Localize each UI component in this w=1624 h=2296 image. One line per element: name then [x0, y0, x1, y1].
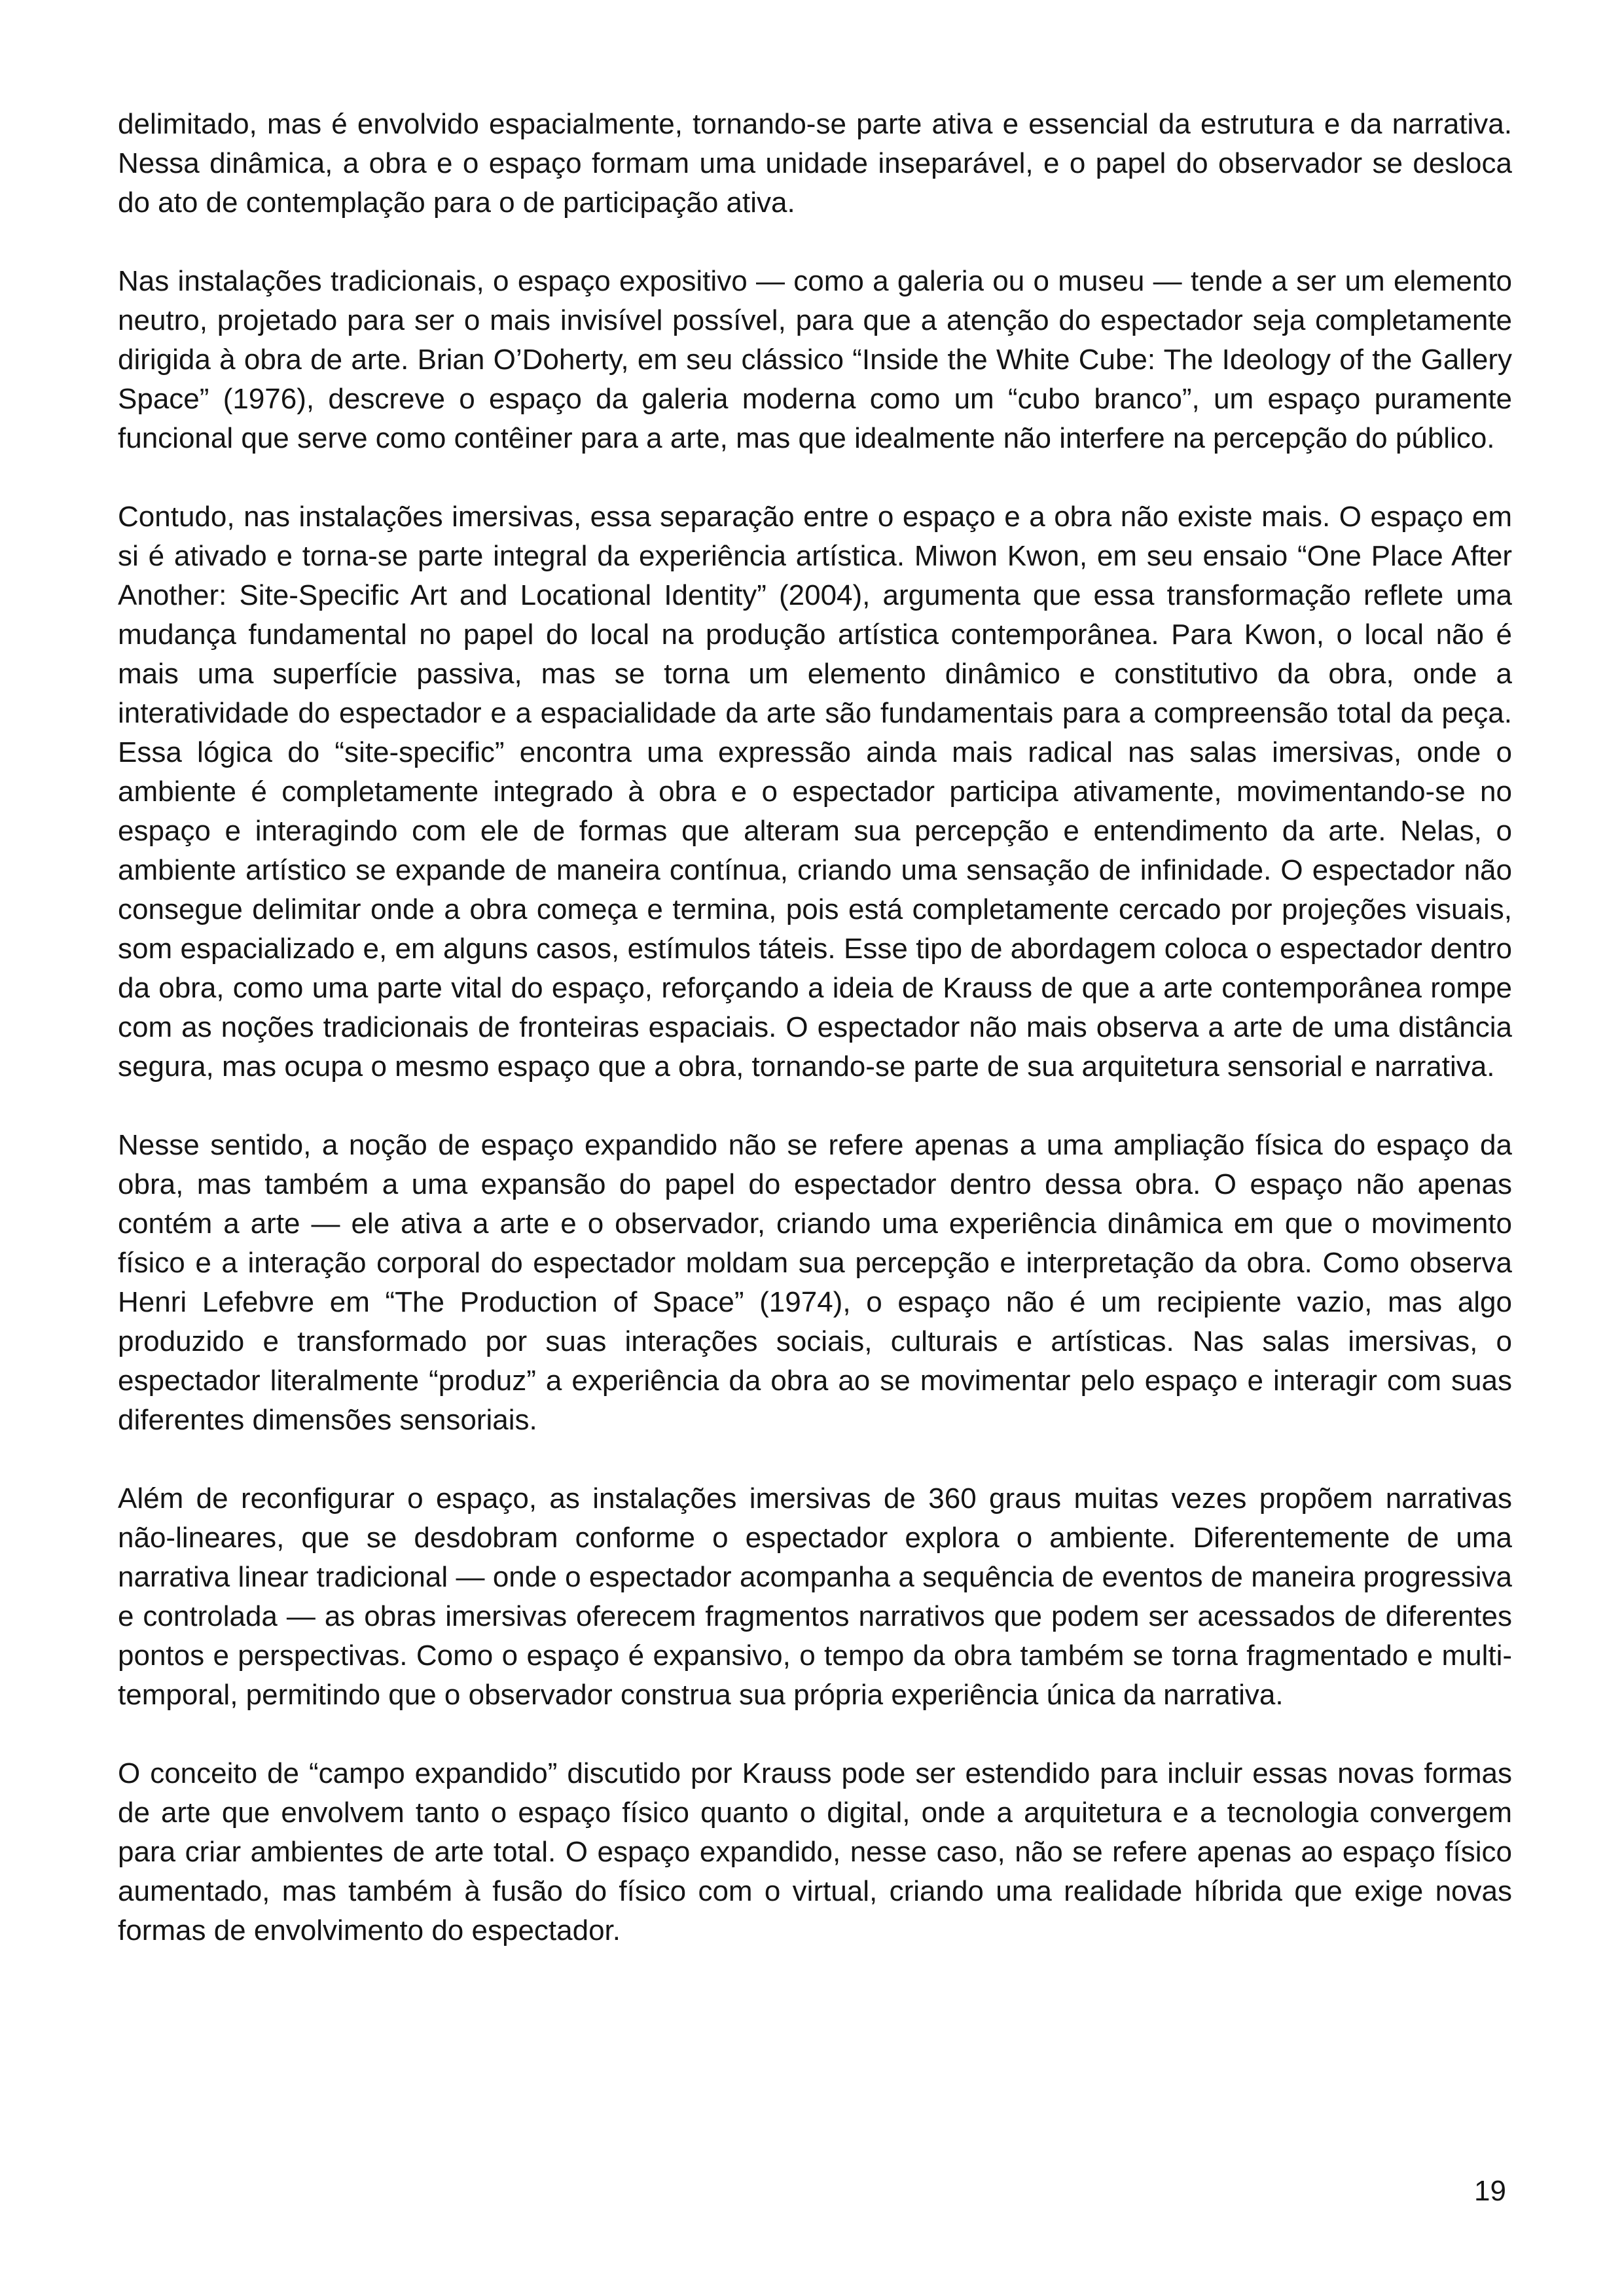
- paragraph: Contudo, nas instalações imersivas, essa separação entre o espaço e a obra não existe mais. O espaço em si é ativado e torna-se parte integral da experiência artística. Miwon Kwon, em seu ensaio “One Place After Another: Site-Specific Art and Locational Identity” (2004), argumenta que essa transformação reflete uma mudança fundamental no papel do local na produção artística contemporânea. Para Kwon, o local não é mais uma superfície passiva, mas se torna um elemento dinâmico e constitutivo da obra, onde a interatividade do espectador e a espacialidade da arte são fundamentais para a compreensão total da peça. Essa lógica do “site-specific” encontra uma expressão ainda mais radical nas salas imersivas, onde o ambiente é completamente integrado à obra e o espectador participa ativamente, movimentando-se no espaço e interagindo com ele de formas que alteram sua percepção e entendimento da arte. Nelas, o ambiente artístico se expande de maneira contínua, criando uma sensação de infinidade. O espectador não consegue delimitar onde a obra começa e termina, pois está completamente cercado por projeções visuais, som espacializado e, em alguns casos, estímulos táteis. Esse tipo de abordagem coloca o espectador dentro da obra, como uma parte vital do espaço, reforçando a ideia de Krauss de que a arte contemporânea rompe com as noções tradicionais de fronteiras espaciais. O espectador não mais observa a arte de uma distância segura, mas ocupa o mesmo espaço que a obra, tornando-se parte de sua arquitetura sensorial e narrativa.: [118, 501, 1512, 1083]
- paragraph: O conceito de “campo expandido” discutido por Krauss pode ser estendido para incluir essas novas formas de arte que envolvem tanto o espaço físico quanto o digital, onde a arquitetura e a tecnologia convergem para criar ambientes de arte total. O espaço expandido, nesse caso, não se refere apenas ao espaço físico aumentado, mas também à fusão do físico com o virtual, criando uma realidade híbrida que exige novas formas de envolvimento do espectador.: [118, 1757, 1512, 1946]
- paragraph: Nas instalações tradicionais, o espaço expositivo — como a galeria ou o museu — tende a ser um elemento neutro, projetado para ser o mais invisível possível, para que a atenção do espectador seja completamente dirigida à obra de arte. Brian O’Doherty, em seu clássico “Inside the White Cube: The Ideology of the Gallery Space” (1976), descreve o espaço da galeria moderna como um “cubo branco”, um espaço puramente funcional que serve como contêiner para a arte, mas que idealmente não interfere na percepção do público.: [118, 265, 1512, 454]
- body-text: [118, 105, 1512, 1990]
- paragraph: delimitado, mas é envolvido espacialmente, tornando-se parte ativa e essencial da estrutura e da narrativa. Nessa dinâmica, a obra e o espaço formam uma unidade inseparável, e o papel do observador se desloca do ato de contemplação para o de participação ativa.: [118, 108, 1512, 219]
- paragraph: Além de reconfigurar o espaço, as instalações imersivas de 360 graus muitas vezes propõem narrativas não-lineares, que se desdobram conforme o espectador explora o ambiente. Diferentemente de uma narrativa linear tradicional — onde o espectador acompanha a sequência de eventos de maneira progressiva e controlada — as obras imersivas oferecem fragmentos narrativos que podem ser acessados de diferentes pontos e perspectivas. Como o espaço é expansivo, o tempo da obra também se torna fragmentado e multi-temporal, permitindo que o observador construa sua própria experiência única da narrativa.: [118, 1482, 1512, 1711]
- page-number: 19: [1474, 2175, 1506, 2207]
- paragraph: Nesse sentido, a noção de espaço expandido não se refere apenas a uma ampliação física do espaço da obra, mas também a uma expansão do papel do espectador dentro dessa obra. O espaço não apenas contém a arte — ele ativa a arte e o observador, criando uma experiência dinâmica em que o movimento físico e a interação corporal do espectador moldam sua percepção e interpretação da obra. Como observa Henri Lefebvre em “The Production of Space” (1974), o espaço não é um recipiente vazio, mas algo produzido e transformado por suas interações sociais, culturais e artísticas. Nas salas imersivas, o espectador literalmente “produz” a experiência da obra ao se movimentar pelo espaço e interagir com suas diferentes dimensões sensoriais.: [118, 1129, 1512, 1436]
